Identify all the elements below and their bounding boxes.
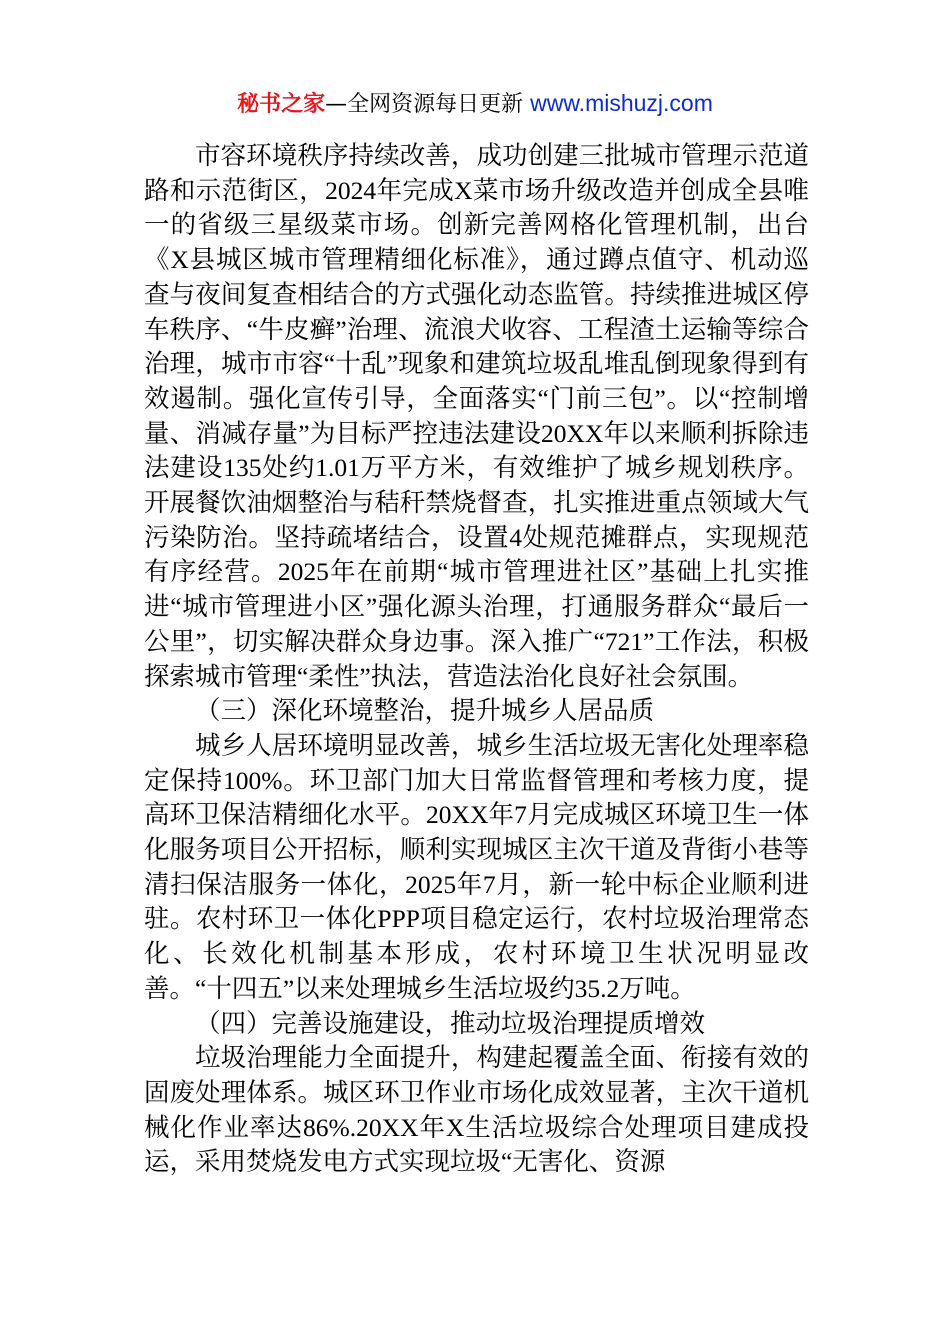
document-body [144,139,809,1180]
section-heading-3: （三）深化环境整治，提升城乡人居品质 [195,696,655,726]
paragraph-city-appearance: 市容环境秩序持续改善，成功创建三批城市管理示范道路和示范街区，2024年完成X菜市场升级改造并创成全县唯一的省级三星级菜市场。创新完善网格化管理机制，出台《X县城区城市管理精细化标准》，通过蹲点值守、机动巡查与夜间复查相结合的方式强化动态监管。持续推进城区停车秩序、“牛皮癣”治理、流浪犬收容、工程渣土运输等综合治理，城市市容“十乱”现象和建筑垃圾乱堆乱倒现象得到有效遏制。强化宣传引导，全面落实“门前三包”。以“控制增量、消减存量”为目标严控违法建设20XX年以来顺利拆除违法建设135处约1.01万平方米，有效维护了城乡规划秩序。开展餐饮油烟整治与秸秆禁烧督查，扎实推进重点领域大气污染防治。坚持疏堵结合，设置4处规范摊群点，实现规范有序经营。2025年在前期“城市管理进社区”基础上扎实推进“城市管理进小区”强化源头治理，打通服务群众“最后一公里”，切实解决群众身边事。深入推广“721”工作法，积极探索城市管理“柔性”执法，营造法治化良好社会氛围。 [144,141,809,691]
site-url-link[interactable]: www.mishuzj.com [530,90,713,116]
paragraph-living-environment: 城乡人居环境明显改善，城乡生活垃圾无害化处理率稳定保持100%。环卫部门加大日常监督管理和考核力度，提高环卫保洁精细化水平。20XX年7月完成城区环境卫生一体化服务项目公开招标，顺利实现城区主次干道及背街小巷等清扫保洁服务一体化，2025年7月，新一轮中标企业顺利进驻。农村环卫一体化PPP项目稳定运行，农村垃圾治理常态化、长效化机制基本形成，农村环境卫生状况明显改善。“十四五”以来处理城乡生活垃圾约35.2万吨。 [144,730,809,1003]
site-header [0,86,950,122]
paragraph-waste-treatment: 垃圾治理能力全面提升，构建起覆盖全面、衔接有效的固废处理体系。城区环卫作业市场化成效显著，主次干道机械化作业率达86%.20XX年X生活垃圾综合处理项目建成投运，采用焚烧发电方式实现垃圾“无害化、资源 [144,1043,809,1177]
header-tagline: —全网资源每日更新 [325,92,531,117]
brand-name: 秘书之家 [237,92,326,117]
section-heading-4: （四）完善设施建设，推动垃圾治理提质增效 [195,1008,706,1038]
